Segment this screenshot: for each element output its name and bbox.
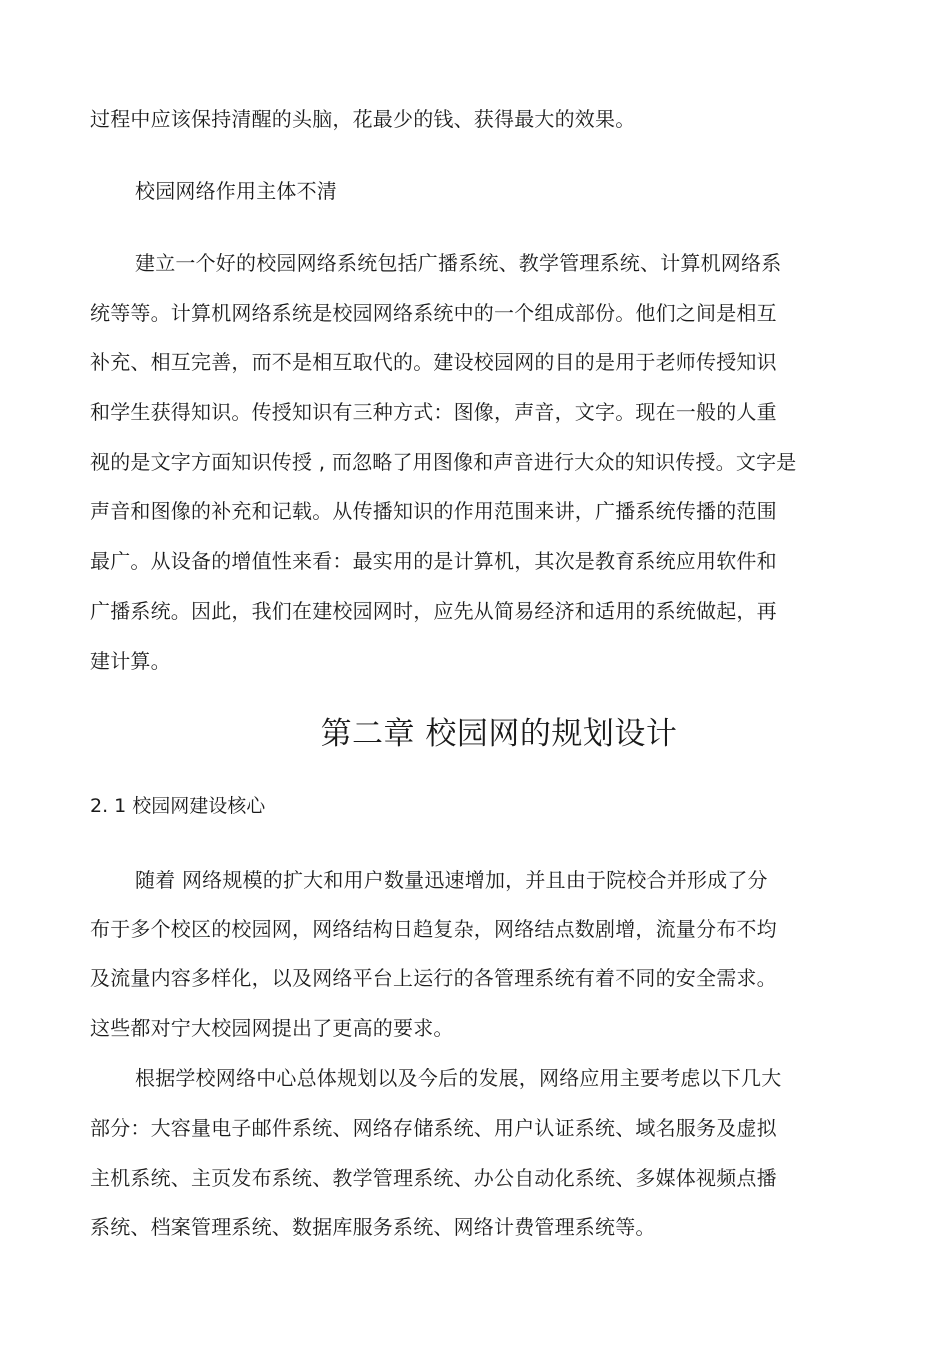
paragraph-line: 和学生获得知识。传授知识有三种方式：图像，声音，文字。现在一般的人重: [90, 400, 777, 424]
paragraph-line: 补充、相互完善，而不是相互取代的。建设校园网的目的是用于老师传授知识: [90, 350, 777, 374]
paragraph-line: 建计算。: [90, 649, 171, 673]
paragraph-line: 声音和图像的补充和记载。从传播知识的作用范围来讲，广播系统传播的范围: [90, 499, 777, 523]
paragraph-line: 主机系统、主页发布系统、教学管理系统、办公自动化系统、多媒体视频点播: [90, 1166, 777, 1190]
paragraph-line: 视的是文字方面知识传授 , 而忽略了用图像和声音进行大众的知识传授。文字是: [90, 450, 797, 474]
paragraph-line: 这些都对宁大校园网提出了更高的要求。: [90, 1016, 454, 1040]
subheading: 校园网络作用主体不清: [135, 179, 337, 203]
section-title: 2. 1 校园网建设核心: [90, 795, 266, 817]
paragraph-line: 及流量内容多样化，以及网络平台上运行的各管理系统有着不同的安全需求。: [90, 966, 777, 990]
paragraph-line: 系统、档案管理系统、数据库服务系统、网络计费管理系统等。: [90, 1215, 656, 1239]
paragraph-line: 随着 网络规模的扩大和用户数量迅速增加，并且由于院校合并形成了分: [135, 868, 768, 892]
paragraph-line: 根据学校网络中心总体规划以及今后的发展，网络应用主要考虑以下几大: [135, 1066, 782, 1090]
chapter-title: 第二章 校园网的规划设计: [320, 716, 678, 752]
paragraph-line: 过程中应该保持清醒的头脑，花最少的钱、获得最大的效果。: [90, 107, 636, 131]
paragraph-line: 建立一个好的校园网络系统包括广播系统、教学管理系统、计算机网络系: [135, 251, 782, 275]
paragraph-line: 最广。从设备的增值性来看：最实用的是计算机，其次是教育系统应用软件和: [90, 549, 777, 573]
paragraph-line: 部分：大容量电子邮件系统、网络存储系统、用户认证系统、域名服务及虚拟: [90, 1116, 777, 1140]
paragraph-line: 布于多个校区的校园网，网络结构日趋复杂，网络结点数剧增，流量分布不均: [90, 917, 777, 941]
paragraph-line: 统等等。计算机网络系统是校园网络系统中的一个组成部份。他们之间是相互: [90, 301, 777, 325]
paragraph-line: 广播系统。因此，我们在建校园网时，应先从简易经济和适用的系统做起，再: [90, 599, 777, 623]
